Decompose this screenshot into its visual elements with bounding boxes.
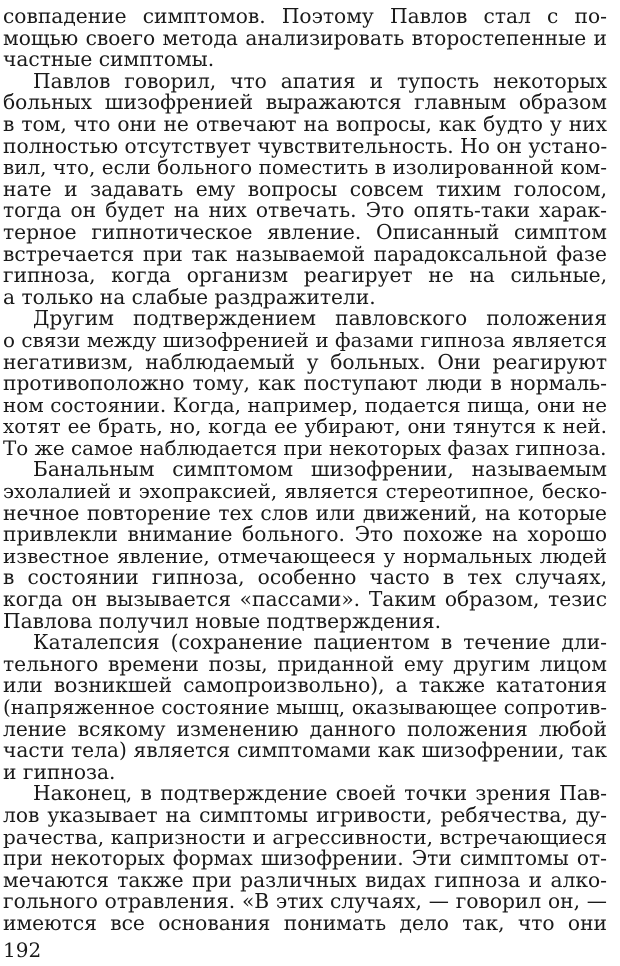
text-line: вил, что, если больного поместить в изолированной ком- <box>3 156 607 180</box>
text-line: негативизм, наблюдаемый у больных. Они реагируют <box>3 349 607 374</box>
text-line: противоположно тому, как поступают люди в нормаль- <box>3 371 607 396</box>
text-line: при некоторых формах шизофрении. Эти симптомы от- <box>3 846 607 871</box>
text-line: Павлова получил новые подтверждения. <box>3 608 442 633</box>
text-line: тогда он будет на них отвечать. Это опять-таки харак- <box>3 198 607 223</box>
text-line: частные симптомы. <box>3 47 215 72</box>
text-line: (напряженное состояние мышц, оказывающее сопротив- <box>3 696 607 719</box>
text-line: Банальным симптомом шизофрении, называемым <box>33 457 607 482</box>
text-line: лов указывает на симптомы игривости, ребячества, ду- <box>3 802 607 827</box>
page-number: 192 <box>3 938 42 962</box>
text-line: полностью отсутствует чувствительность. Но он устано- <box>3 133 608 158</box>
text-line: Каталепсия (сохранение пациентом в течение дли- <box>33 630 607 655</box>
text-line: мощью своего метода анализировать второстепенные и <box>3 25 607 50</box>
text-line: больных шизофренией выражаются главным образом <box>3 90 607 115</box>
text-line: части тела) является симптомами как шизофрении, так <box>3 738 607 763</box>
text-line: о связи между шизофренией и фазами гипноза является <box>3 328 607 352</box>
text-line: Наконец, в подтверждение своей точки зрения Пав- <box>33 781 607 806</box>
text-line: когда он вызывается «пассами». Таким образом, тезис <box>3 587 607 612</box>
text-line: или возникшей самопроизвольно), а также кататония <box>3 673 607 698</box>
text-line: эхолалией и эхопраксией, является стереотипное, беско- <box>3 480 607 504</box>
text-line: в состоянии гипноза, особенно часто в тех случаях, <box>3 565 607 590</box>
text-line: нате и задавать ему вопросы совсем тихим голосом, <box>3 176 607 201</box>
text-line: ном состоянии. Когда, например, подается пища, они не <box>3 393 607 417</box>
text-line: и гипноза. <box>3 759 116 784</box>
text-line: имеются все основания понимать дело так, что они <box>3 910 607 935</box>
text-line: терное гипнотическое явление. Описанный симптом <box>3 219 607 244</box>
text-line: известное явление, отмечающееся у нормальных людей <box>3 544 607 568</box>
text-line: хотят ее брать, но, когда ее убирают, они тянутся к ней. <box>3 415 607 439</box>
text-line: в том, что они не отвечают на вопросы, как будто у них <box>3 111 607 136</box>
text-line: привлекли внимание больного. Это похоже на хорошо <box>3 522 607 547</box>
text-line: гипноза, когда организм реагирует не на сильные, <box>3 263 607 288</box>
text-line: То же самое наблюдается при некоторых фазах гипноза. <box>3 436 607 460</box>
text-line: совпадение симптомов. Поэтому Павлов стал с по- <box>3 4 607 28</box>
text-line: а только на слабые раздражители. <box>3 284 376 309</box>
text-line: Павлов говорил, что апатия и тупость некоторых <box>33 68 607 93</box>
text-line: ление всякому изменению данного положения любой <box>3 716 607 741</box>
body-text <box>3 6 607 935</box>
text-line: мечаются также при различных видах гипноза и алко- <box>3 867 607 892</box>
text-line: встречается при так называемой парадоксальной фазе <box>3 241 607 266</box>
text-line: гольного отравления. «В этих случаях, — говорил он, — <box>3 889 607 914</box>
text-line: тельного времени позы, приданной ему другим лицом <box>3 651 607 676</box>
text-line: рачества, капризности и агрессивности, встречающиеся <box>3 825 607 849</box>
text-line: нечное повторение тех слов или движений, на которые <box>3 500 607 525</box>
text-line: Другим подтверждением павловского положения <box>33 306 607 331</box>
